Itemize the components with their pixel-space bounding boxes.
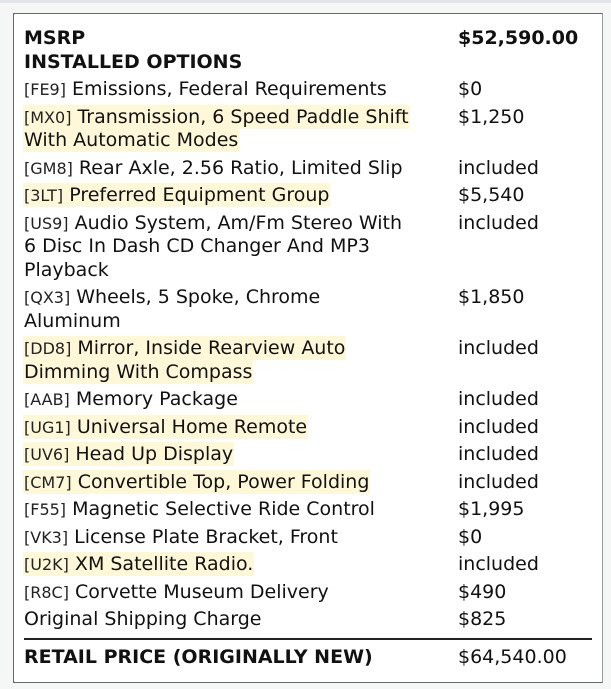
option-row (24, 212, 594, 283)
option-text: Convertible Top, Power Folding (77, 470, 370, 493)
option-description (24, 526, 456, 550)
option-text-continued: Playback (24, 258, 109, 281)
section-title-row (24, 51, 594, 75)
option-row (24, 157, 594, 181)
option-description (24, 553, 456, 577)
option-description (24, 498, 456, 522)
option-code: [R8C] (24, 582, 69, 602)
option-row (24, 337, 594, 384)
option-text: Magnetic Selective Ride Control (72, 498, 375, 520)
option-price: included (458, 156, 539, 179)
option-code: [DD8] (24, 339, 72, 358)
window-sticker (13, 13, 603, 683)
option-code: [GM8] (24, 158, 73, 178)
option-description (24, 184, 456, 208)
option-description (24, 337, 456, 384)
option-code: [3LT] (24, 186, 64, 205)
option-code: [US9] (24, 213, 69, 233)
msrp-value: $52,590.00 (458, 27, 579, 49)
option-row (24, 471, 594, 495)
option-row (24, 498, 594, 522)
option-price: included (458, 211, 539, 234)
option-code: [UG1] (24, 417, 71, 437)
option-text-continued: With Automatic Modes (24, 129, 239, 151)
option-price: $490 (458, 580, 507, 603)
option-text: XM Satellite Radio. (74, 553, 254, 575)
option-price: included (458, 388, 539, 410)
option-code: [MX0] (24, 107, 72, 127)
option-row (24, 581, 594, 605)
shipping-row (24, 608, 594, 632)
msrp-label: MSRP (24, 27, 86, 49)
option-price: included (458, 470, 539, 493)
option-row (24, 286, 594, 333)
option-code: [U2K] (24, 555, 69, 574)
total-label: RETAIL PRICE (ORIGINALLY NEW) (24, 645, 373, 668)
option-code: [UV6] (24, 445, 70, 464)
total-divider (24, 638, 592, 640)
option-code: [F55] (24, 500, 67, 519)
option-row (24, 184, 594, 208)
option-text: Transmission, 6 Speed Paddle Shift (77, 105, 409, 128)
option-text: License Plate Bracket, Front (74, 525, 338, 548)
option-text: Universal Home Remote (76, 415, 308, 438)
section-title: INSTALLED OPTIONS (24, 50, 243, 73)
option-price: $5,540 (458, 184, 525, 206)
option-text: Audio System, Am/Fm Stereo With (74, 211, 403, 234)
option-description (24, 212, 456, 283)
option-row (24, 106, 594, 153)
option-code: [VK3] (24, 527, 69, 547)
option-price: included (458, 415, 539, 438)
option-row (24, 443, 594, 467)
option-text-continued: Aluminum (24, 309, 121, 332)
option-text-continued: Dimming With Compass (24, 360, 253, 383)
option-description (24, 416, 456, 440)
option-price: included (458, 337, 539, 359)
option-price: included (458, 443, 539, 465)
option-description (24, 157, 456, 181)
option-text: Emissions, Federal Requirements (72, 78, 387, 100)
total-row (24, 646, 594, 670)
option-code: [AAB] (24, 390, 70, 409)
option-price: $1,250 (458, 105, 525, 128)
option-text-continued: 6 Disc In Dash CD Changer And MP3 (24, 235, 370, 257)
option-text: Head Up Display (75, 443, 234, 465)
msrp-row (24, 27, 594, 51)
option-text: Wheels, 5 Spoke, Chrome (76, 286, 321, 308)
option-description (24, 471, 456, 495)
option-description (24, 581, 456, 605)
option-description (24, 78, 456, 102)
option-text: Corvette Museum Delivery (75, 580, 329, 603)
shipping-label: Original Shipping Charge (24, 608, 262, 630)
option-code: [CM7] (24, 472, 72, 492)
total-value: $64,540.00 (458, 645, 567, 668)
option-description (24, 388, 456, 412)
option-text: Preferred Equipment Group (69, 184, 330, 206)
sticker-content (24, 27, 594, 669)
top-border (0, 0, 611, 3)
option-price: $0 (458, 525, 483, 548)
option-text: Rear Axle, 2.56 Ratio, Limited Slip (78, 156, 403, 179)
option-row (24, 416, 594, 440)
option-description (24, 286, 456, 333)
option-description (24, 106, 456, 153)
shipping-value: $825 (458, 608, 507, 630)
option-price: $1,995 (458, 498, 525, 520)
option-row (24, 78, 594, 102)
option-row (24, 388, 594, 412)
option-price: $1,850 (458, 286, 525, 308)
option-text: Memory Package (75, 388, 238, 410)
option-description (24, 443, 456, 467)
option-price: $0 (458, 78, 483, 100)
option-text: Mirror, Inside Rearview Auto (77, 337, 346, 359)
option-code: [QX3] (24, 288, 71, 307)
option-code: [FE9] (24, 80, 66, 99)
option-price: included (458, 553, 539, 575)
option-row (24, 553, 594, 577)
option-row (24, 526, 594, 550)
